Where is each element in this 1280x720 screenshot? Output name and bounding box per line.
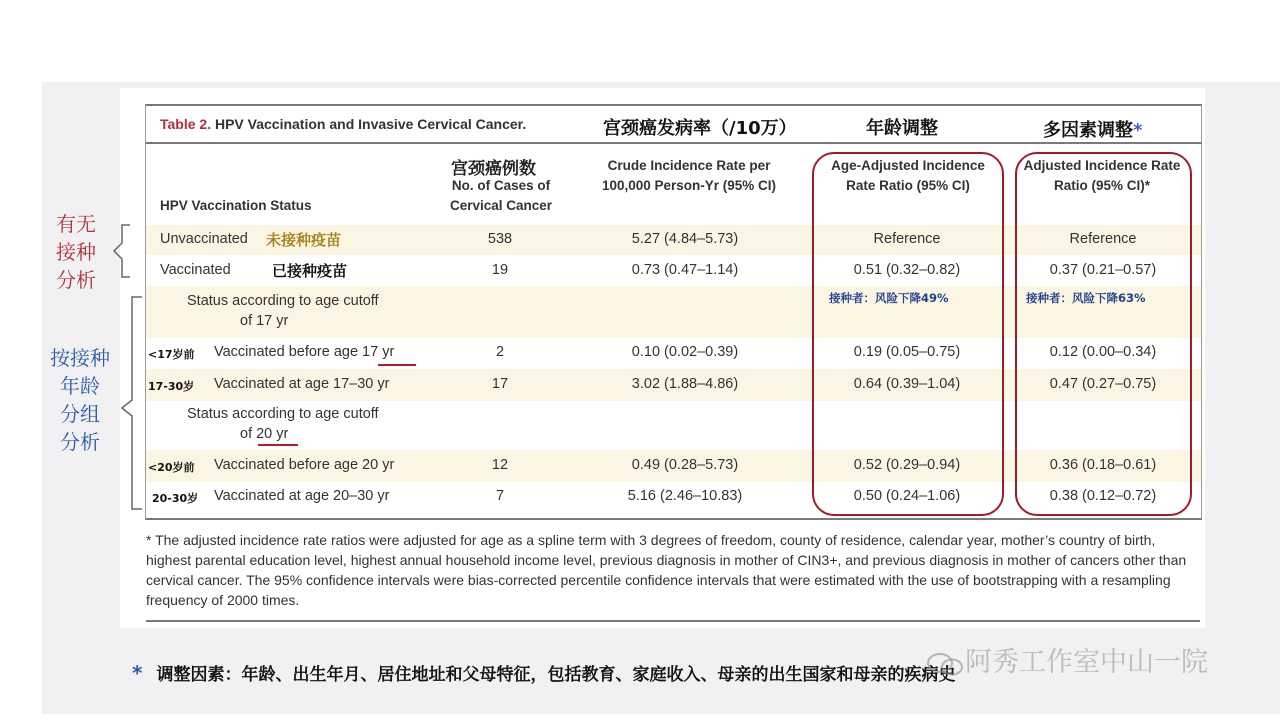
cutoff17-line1: Status according to age cutoff	[187, 293, 379, 309]
bracket-group1-icon	[114, 225, 130, 277]
highlight-adjusted-column	[1015, 152, 1192, 516]
row-before17-crude: 0.10 (0.02–0.39)	[631, 344, 739, 360]
cutoff17-line2: of 17 yr	[240, 313, 289, 329]
cn-multi-adjust-header	[1043, 116, 1142, 142]
col-header-cases-cn: 宫颈癌例数	[451, 159, 536, 179]
cn-multi-star: *	[1133, 120, 1143, 141]
row-20-30-crude: 5.16 (2.46–10.83)	[627, 488, 743, 504]
tag-17-30: 17-30岁	[148, 380, 195, 393]
tag-20-30: 20-30岁	[152, 492, 199, 505]
row-17-30-age: 0.64 (0.39–1.04)	[853, 376, 961, 392]
col-header-crude: Crude Incidence Rate per 100,000 Person-Yr (95% CI)	[601, 158, 777, 193]
row-17-30-crude: 3.02 (1.88–4.86)	[631, 376, 739, 392]
cutoff20-line2: of 20 yr	[240, 426, 289, 442]
footnote-rule	[146, 620, 1200, 622]
row-unvaccinated-cn: 未接种疫苗	[266, 231, 342, 249]
bottom-note	[132, 660, 955, 685]
row-vaccinated-crude: 0.73 (0.47–1.14)	[631, 262, 739, 278]
row-20-30-cases: 7	[495, 488, 505, 504]
col-header-cases: No. of Cases of Cervical Cancer	[449, 178, 553, 213]
side-label-group1	[46, 210, 106, 294]
tag-before20: <20岁前	[148, 461, 195, 474]
bottom-note-text: 调整因素：年龄、出生年月、居住地址和父母特征，包括教育、家庭收入、母亲的出生国家和母亲的疾病史	[156, 665, 956, 685]
cn-age-adjust-header: 年龄调整	[866, 118, 938, 139]
side-label-group2-line: 按接种	[50, 346, 110, 370]
highlight-age-adjusted-column	[812, 152, 1004, 516]
row-before20-label: Vaccinated before age 20 yr	[214, 457, 395, 473]
row-unvaccinated-age: Reference	[873, 231, 941, 247]
row-vaccinated-adj: 0.37 (0.21–0.57)	[1049, 262, 1157, 278]
side-label-group1-line: 分析	[56, 268, 96, 292]
row-vaccinated-age: 0.51 (0.32–0.82)	[853, 262, 961, 278]
cutoff20-line1: Status according to age cutoff	[187, 406, 379, 422]
cn-incidence-header: 宫颈癌发病率（/10万）	[603, 118, 797, 139]
bracket-group2-icon	[122, 297, 142, 509]
row-17-30-cases: 17	[491, 376, 509, 392]
side-label-group2-line: 分析	[60, 430, 100, 454]
row-vaccinated-cases: 19	[491, 262, 509, 278]
underline-20yr	[258, 444, 298, 446]
row-before17-age: 0.19 (0.05–0.75)	[853, 344, 961, 360]
side-label-group2	[40, 344, 120, 456]
row-unvaccinated-adj: Reference	[1069, 231, 1137, 247]
row-17-30-label: Vaccinated at age 17–30 yr	[214, 376, 390, 392]
note-age-risk: 接种者：风险下降49%	[829, 291, 949, 305]
row-20-30-adj: 0.38 (0.12–0.72)	[1049, 488, 1157, 504]
note-adj-risk: 接种者：风险下降63%	[1026, 291, 1146, 305]
row-20-30-age: 0.50 (0.24–1.06)	[853, 488, 961, 504]
row-before20-age: 0.52 (0.29–0.94)	[853, 457, 961, 473]
row-20-30-label: Vaccinated at age 20–30 yr	[214, 488, 390, 504]
col-header-adjusted: Adjusted Incidence Rate Ratio (95% CI)*	[1023, 158, 1181, 193]
side-label-group2-line: 年龄	[60, 374, 100, 398]
watermark-text: 阿秀工作室中山一院	[965, 647, 1208, 678]
side-label-group1-line: 接种	[56, 240, 96, 264]
bottom-note-star: *	[132, 661, 143, 685]
row-before20-crude: 0.49 (0.28–5.73)	[631, 457, 739, 473]
table-title	[160, 116, 526, 132]
row-vaccinated-cn: 已接种疫苗	[272, 262, 348, 280]
table-number: Table 2.	[160, 116, 212, 132]
tag-before17: <17岁前	[148, 348, 195, 361]
row-before17-adj: 0.12 (0.00–0.34)	[1049, 344, 1157, 360]
col-header-age-adjusted: Age-Adjusted Incidence Rate Ratio (95% CI)	[831, 158, 985, 193]
cn-multi-adjust-text: 多因素调整	[1043, 120, 1133, 141]
col-header-status: HPV Vaccination Status	[160, 198, 312, 213]
side-label-group1-line: 有无	[56, 212, 96, 236]
row-unvaccinated-crude: 5.27 (4.84–5.73)	[631, 231, 739, 247]
row-unvaccinated-label: Unvaccinated	[160, 231, 248, 247]
wechat-icon	[925, 651, 965, 677]
table-title-text: HPV Vaccination and Invasive Cervical Cancer.	[211, 116, 527, 132]
row-before20-cases: 12	[491, 457, 509, 473]
row-17-30-adj: 0.47 (0.27–0.75)	[1049, 376, 1157, 392]
watermark	[925, 640, 1208, 679]
side-label-group2-line: 分组	[60, 402, 100, 426]
row-vaccinated-label: Vaccinated	[160, 262, 231, 278]
table-footnote: * The adjusted incidence rate ratios were adjusted for age as a spline term with 3 degrees of freedom, county of residence, calendar year, mother’s country of birth, highest parental education level, highest annual household income level, previous diagnosis in mother of CIN3+, and previous diagnosis in mother of cancers other than cervical cancer. The 95% confidence intervals were bias-corrected percentile confidence intervals that were estimated with the use of bootstrapping with a resampling frequency of 2000 times.	[146, 532, 1187, 608]
row-before17-cases: 2	[495, 344, 505, 360]
row-before20-adj: 0.36 (0.18–0.61)	[1049, 457, 1157, 473]
row-unvaccinated-cases: 538	[487, 231, 513, 247]
row-before17-label: Vaccinated before age 17 yr	[214, 344, 395, 360]
underline-17yr	[378, 364, 416, 366]
